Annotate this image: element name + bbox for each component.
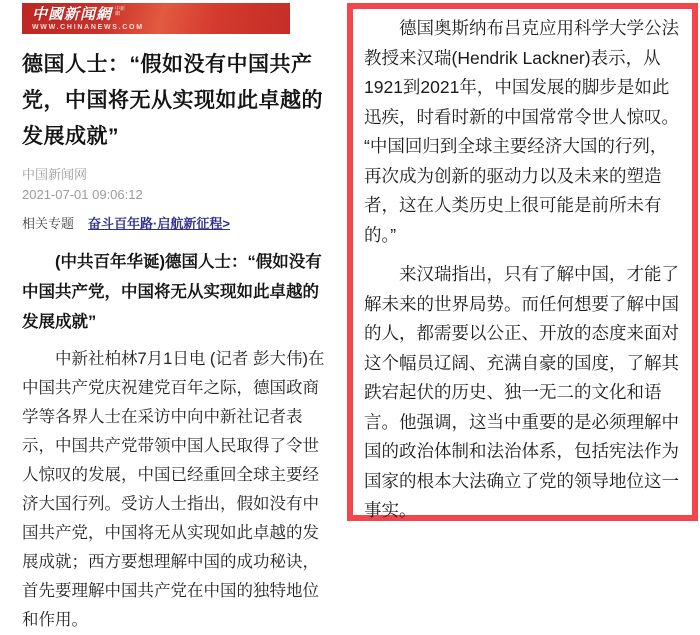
article-column xyxy=(22,3,334,635)
panel-paragraph-1: 德国奥斯纳布吕克应用科学大学公法教授来汉瑞(Hendrik Lackner)表示，从1921到2021年，中国发展的脚步是如此迅疾，时看时新的中国常常令世人惊叹。 xyxy=(364,18,679,127)
article-body-paragraph: 中新社柏林7月1日电 (记者 彭大伟)在中国共产党庆祝建党百年之际，德国政商学等各界人士在采访中向中新社记者表示，中国共产党带领中国人民取得了令世人惊叹的发展，中国已经重回全球主要经济大国行列。受访人士指出，假如没有中国共产党，中国将无从实现如此卓越的发展成就；西方要想理解中国的成功秘诀，首先要理解中国共产党在中国的独特地位和作用。 xyxy=(22,350,325,629)
panel-paragraph-2: “中国回归到全球主要经济大国的行列，再次成为创新的驱动力以及未来的塑造者，这在人类历史上很可能是前所未有的。” xyxy=(364,136,668,245)
chinanews-logo-url: WWW.CHINANEWS.COM xyxy=(32,24,144,31)
logo-row xyxy=(32,7,290,22)
article-source: 中国新闻网 xyxy=(22,167,88,182)
chinanews-logo-text: 中國新闻網 xyxy=(32,5,113,23)
related-topic-link[interactable]: 奋斗百年路·启航新征程> xyxy=(88,216,230,231)
related-topic-label: 相关专题 xyxy=(22,216,75,231)
chinanews-logo-banner[interactable] xyxy=(22,3,290,34)
related-topic-row xyxy=(22,213,334,232)
panel-paragraph-3: 来汉瑞指出，只有了解中国，才能了解未来的世界局势。而任何想要了解中国的人，都需要以公正、开放的态度来面对这个幅员辽阔、充满自豪的国度，了解其跌宕起伏的历史、独一无二的文化和语言。他强调，这当中重要的是必须理解中国的政治体制和法治体系，包括宪法作为国家的根本大法确立了党的领导地位这一事实。 xyxy=(364,264,679,520)
article-lead-paragraph: (中共百年华诞)德国人士：“假如没有中国共产党，中国将无从实现如此卓越的发展成就” xyxy=(22,253,322,331)
highlight-quote-panel xyxy=(347,3,698,521)
article-title: 德国人士：“假如没有中国共产党，中国将无从实现如此卓越的发展成就” xyxy=(22,53,323,148)
article-datetime: 2021-07-01 09:06:12 xyxy=(22,187,143,202)
chinanews-logo-seal: 中新網 xyxy=(115,6,126,17)
